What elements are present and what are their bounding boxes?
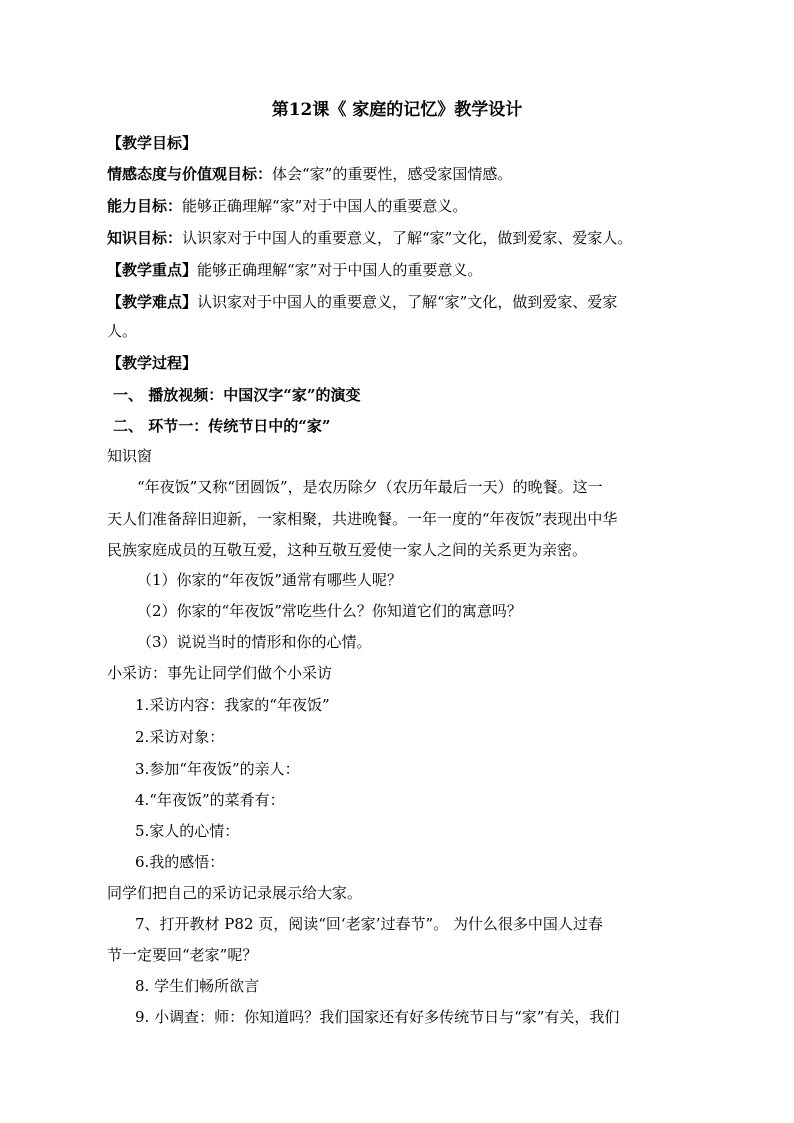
item-7: 7、打开教材 P82 页，阅读“回‘老家’过春节”。 为什么很多中国人过春 [135, 915, 603, 933]
difficulty-label: 【教学难点】 [107, 293, 198, 311]
interview-item: 2.采访对象： [135, 728, 225, 746]
objective-label: 知识目标： [107, 229, 183, 247]
share-line: 同学们把自己的采访记录展示给大家。 [107, 884, 363, 902]
knowledge-window-label: 知识窗 [107, 447, 153, 465]
key-point-text: 能够正确理解“家”对于中国人的重要意义。 [197, 261, 483, 279]
difficulty-text: 认识家对于中国人的重要意义，了解“家”文化，做到爱家、爱家 [197, 293, 618, 311]
question-item: （2）你家的“年夜饭”常吃些什么？你知道它们的寓意吗？ [137, 602, 522, 620]
question-item: （3）说说当时的情形和你的心情。 [137, 633, 372, 651]
difficulty [107, 292, 687, 312]
objective-knowledge [107, 228, 687, 248]
objective-text: 能够正确理解“家”对于中国人的重要意义。 [182, 197, 468, 215]
interview-item: 4.“年夜饭”的菜肴有： [135, 791, 285, 809]
paragraph-line: 天人们准备辞旧迎新，一家相聚，共进晚餐。一年一度的“年夜饭”表现出中华 [107, 510, 618, 528]
question-item: （1）你家的“年夜饭”通常有哪些人呢？ [137, 571, 402, 589]
document-title: 第12课《 家庭的记忆》教学设计 [271, 100, 523, 120]
interview-item: 6.我的感悟： [135, 853, 225, 871]
difficulty-continuation: 人。 [107, 322, 138, 340]
paragraph-line: “年夜饭”又称“团圆饭”，是农历除夕（农历年最后一天）的晚餐。这一 [137, 478, 603, 496]
section-heading: 一、 播放视频：中国汉字“家”的演变 [113, 386, 361, 404]
interview-item: 1.采访内容：我家的“年夜饭” [135, 696, 330, 714]
item-9: 9. 小调查：师：你知道吗？我们国家还有好多传统节日与“家”有关，我们 [135, 1008, 620, 1026]
objective-label: 能力目标： [107, 197, 183, 215]
item-8: 8. 学生们畅所欲言 [135, 977, 260, 995]
process-heading: 【教学过程】 [107, 354, 198, 372]
interview-item: 5.家人的心情： [135, 822, 240, 840]
paragraph-line: 民族家庭成员的互敬互爱，这种互敬互爱使一家人之间的关系更为亲密。 [107, 541, 588, 559]
objective-emotion [107, 164, 687, 184]
objective-ability [107, 196, 687, 216]
section-heading: 二、 环节一：传统节日中的“家” [113, 417, 331, 435]
objective-text: 认识家对于中国人的重要意义，了解“家”文化，做到爱家、爱家人。 [182, 229, 633, 247]
interview-item: 3.参加“年夜饭”的亲人： [135, 760, 300, 778]
objective-text: 体会“家”的重要性，感受家国情感。 [272, 165, 513, 183]
objectives-heading: 【教学目标】 [107, 134, 198, 152]
interview-heading: 小采访：事先让同学们做个小采访 [107, 664, 333, 682]
objective-label: 情感态度与价值观目标： [107, 165, 273, 183]
key-point-label: 【教学重点】 [107, 261, 198, 279]
item-7-continuation: 节一定要回“老家”呢？ [107, 946, 258, 964]
key-point [107, 260, 687, 280]
